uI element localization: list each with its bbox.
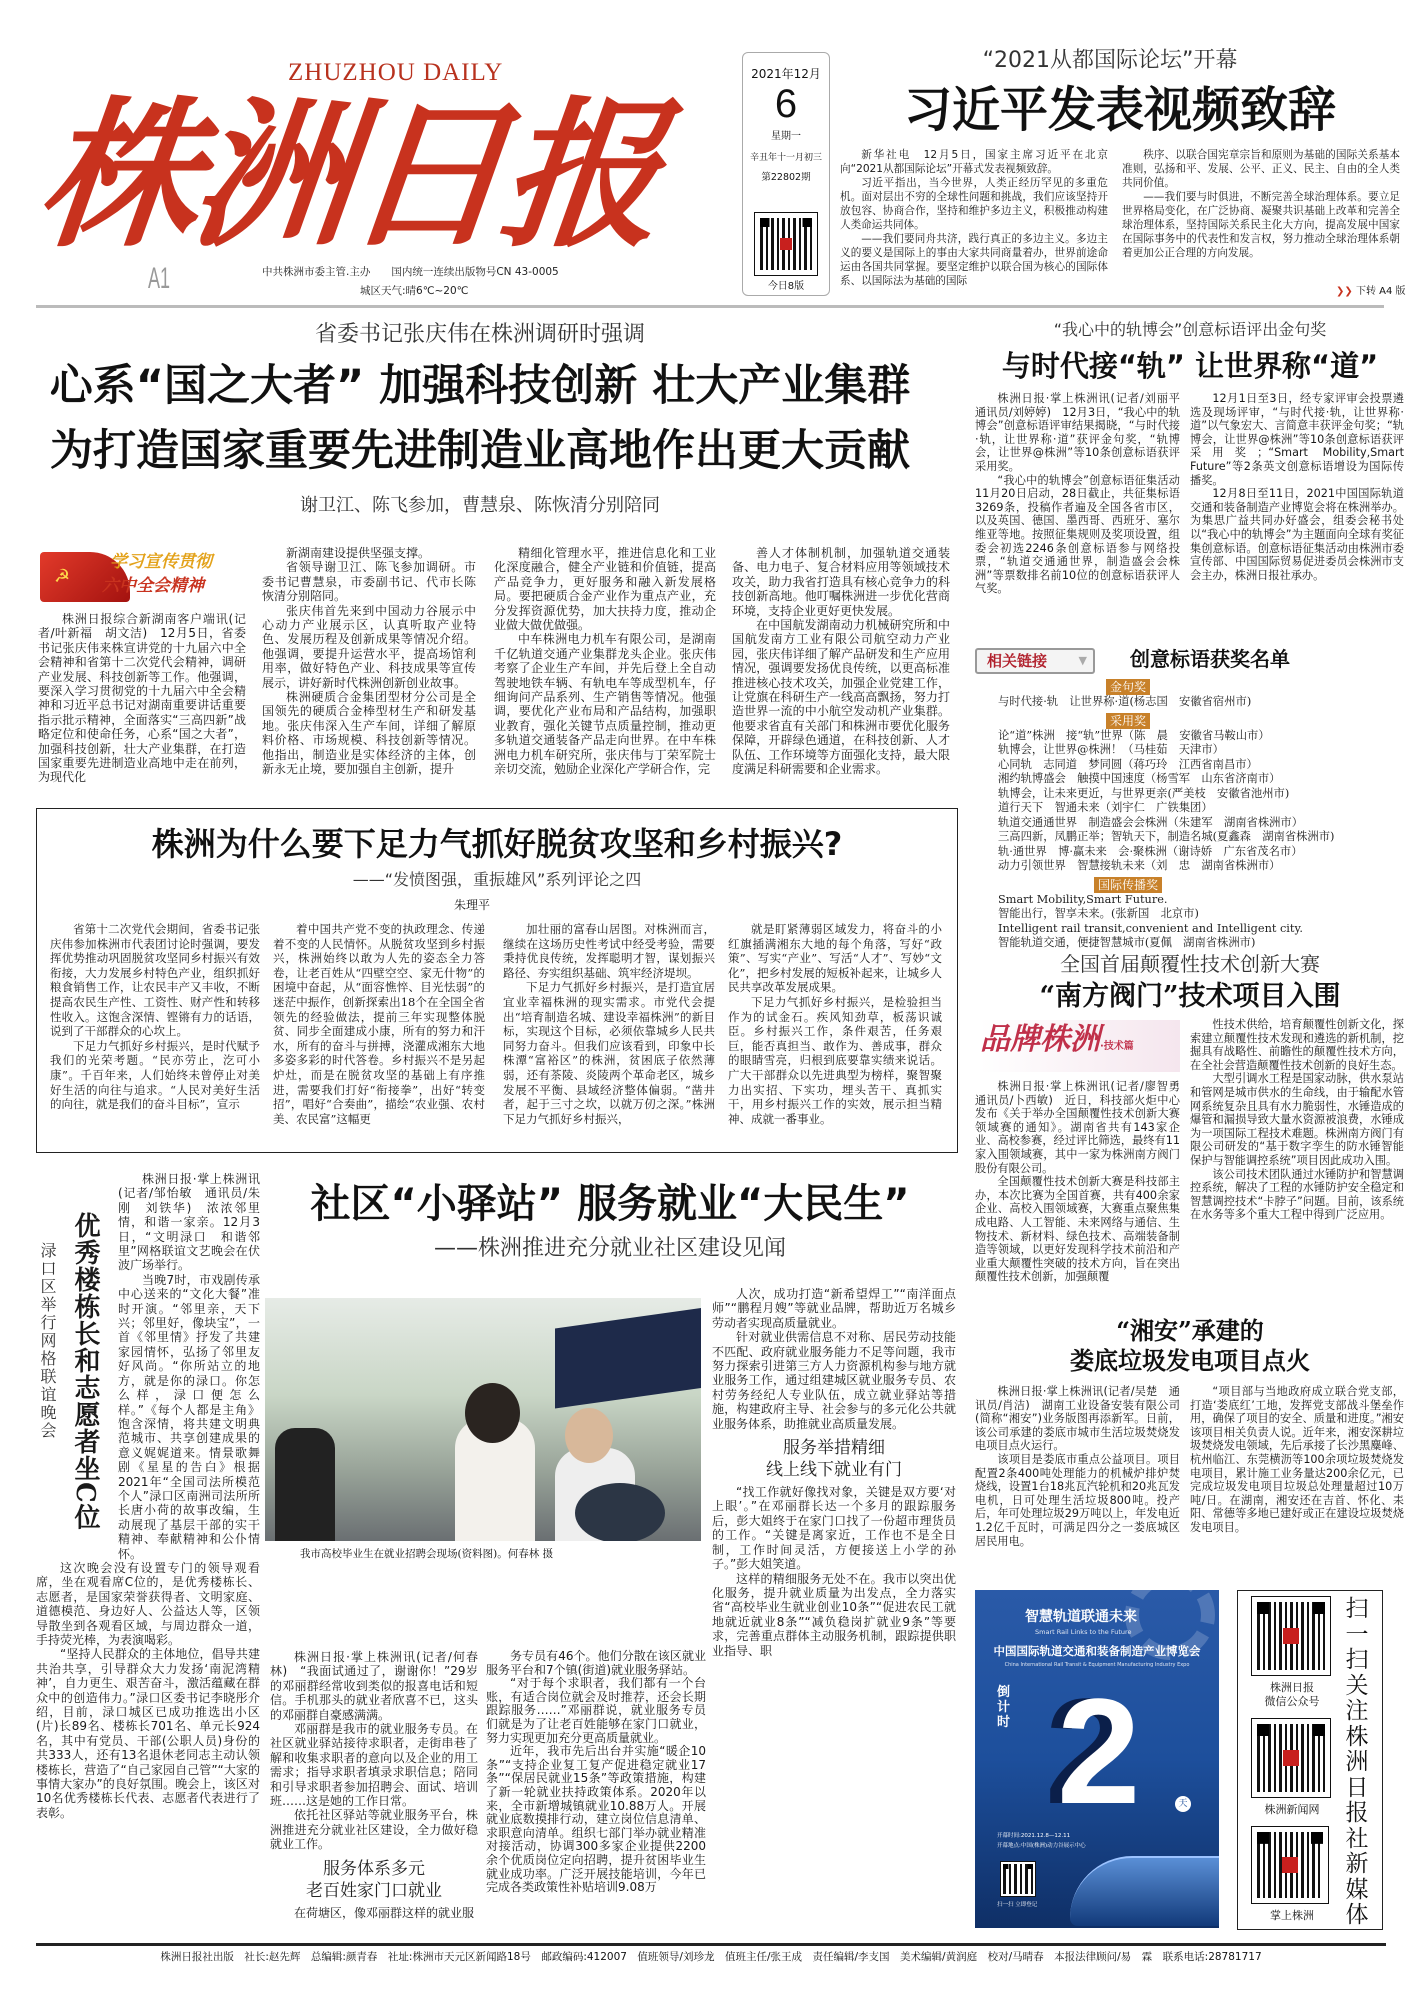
paragraph: 着中国共产党不变的执政理念、传递着不变的人民情怀。从脱贫攻坚到乡村振兴，株洲始终以敢为人先的姿态全力答卷，让老百姓从“四壁空空、家无什物”的困境中奋起，从“面容憔悴、目光怯弱”的迷茫中振作，创新探索出18个在全国全省领先的经验做法，提前三年实现整体脱贫、同步全面建成小康，所有的努力和汗水，所有的奋斗与拼搏，浇灌成湘东大地多姿多彩的时代答卷。乡村振兴不是另起炉灶，而是在脱贫攻坚的基础上有序推进，需要我们打好“衔接拳”，出好“转变招”，唱好“合奏曲”，描绘“农业强、农村美、农民富”这幅更 (273, 922, 485, 1126)
brand-zhuzhou-logo (980, 1020, 1180, 1072)
ad-countdown-label: 倒计时 (997, 1685, 1011, 1730)
paragraph: 秩序、以联合国宪章宗旨和原则为基础的国际关系基本准则，弘扬和平、发展、公平、正义、民主、自由的全人类共同价值。 (1122, 149, 1400, 189)
ad-slogan-en: Smart Rail Links to the Future (1035, 1628, 1132, 1636)
lead-kicker: 省委书记张庆伟在株洲调研时强调 (314, 322, 645, 347)
lead-col-4 (732, 546, 950, 777)
paragraph: 就是盯紧薄弱区域发力，将奋斗的小红旗插满湘东大地的每个角落，写好“政策”、写实“产业”、写活“人才”、写妙“文化”，把乡村发展的短板补起来，让城乡人民共享改革发展成果。 (728, 922, 942, 995)
paragraph: 习近平指出，当今世界，人类正经历罕见的多重危机。面对层出不穷的全球性问题和挑战，我们应该坚持开放包容、协商合作，坚持和维护多边主义，积极推动构建人类命运共同体。 (840, 177, 1108, 231)
paragraph: 下足力气抓好乡村振兴，是检验担当作为的试金石。疾风知劲草，板荡识诚臣。乡村振兴工作，条件艰苦，任务艰巨，能否真担当、敢作为、善成事，群众的眼睛雪亮，归根到底要靠实绩来说话。广大干部群众以先进典型为榜样，聚智聚力出实招、下实功，埋头苦干、真抓实干，用乡村振兴工作的实效，展示担当精神、成就一番事业。 (728, 994, 942, 1126)
station-col-a-tail (270, 1906, 478, 1920)
paragraph: 人次，成功打造“新希望焊工”“南洋面点师”“鹏程月嫂”等就业品牌，帮助近万名城乡劳动者实现高质量就业。 (712, 1287, 956, 1330)
triangle-down-icon: ▼ (1078, 654, 1087, 667)
award-group (998, 874, 1398, 951)
award-item: 与时代接·轨 让世界称·道(杨志国 安徽省宿州市) (998, 695, 1252, 708)
award-item: 湘约轨博盛会 触摸中国速度（杨雪军 山东省济南市） (998, 772, 1281, 785)
paragraph: 中车株洲电力机车有限公司，是湖南千亿轨道交通产业集群龙头企业。张庆伟考察了企业生产车间，并先后登上全自动驾驶地铁车辆、有轨电车等成型机车，仔细询问产品系列、生产销售等情况。他强调，要优化产业布局和产品结构，加强职业教育，强化关键节点质量控制，推动更多轨道交通装备产品走向世界。在中车株洲电力机车研究所，张庆伟与丁荣军院士亲切交流，勉励企业深化产学研合作，完 (494, 632, 716, 777)
lead-headline-2: 为打造国家重要先进制造业高地作出更大贡献 (50, 426, 910, 476)
wechat-qr-code[interactable] (1252, 1597, 1330, 1675)
qr-label-line: 株洲日报 (1270, 1681, 1314, 1694)
commentary-col-3 (503, 922, 715, 1126)
train-illustration (1070, 1856, 1219, 1926)
person-head (465, 1383, 520, 1443)
station-col-c-tail (712, 1485, 956, 1658)
qr-panel-slogan: 扫一扫关注株洲日报社新媒体 (1345, 1596, 1369, 1928)
award-group (998, 710, 1398, 874)
paragraph: 这样的精细服务无处不在。我市以突出优化服务，提升就业质量为出发点，全力落实省“高校毕业生就业创业10条”“促进农民工就地就近就业8条”“减负稳岗扩就业9条”等要求，完善重点群体主动服务机制，跟踪提供职业指导、职 (712, 1571, 956, 1658)
qr-label: 株洲新闻网 (1264, 1803, 1320, 1816)
qr-label-line: 微信公众号 (1264, 1695, 1320, 1708)
issue-number: 第22802期 (761, 172, 811, 183)
paragraph: 株洲日报·掌上株洲讯(记者/刘丽平 通讯员/刘婷婷) 12月3日，“我心中的轨博会”创意标语评审结果揭晓，“与时代接·轨，让世界称·道”获评金句奖，“轨博会，让世界@株洲”等10条创意标语获评采用奖。 (975, 392, 1192, 473)
award-item: 轨博会，让未来更近，与世界更亲(严美枝 安徽省池州市) (998, 786, 1290, 800)
commentary-subtitle: ——“发愤图强，重振雄风”系列评论之四 (352, 870, 642, 889)
xi-kicker: “2021从都国际论坛”开幕 (982, 48, 1238, 73)
paragraph: 株洲日报·掌上株洲讯(记者/何春林) “我面试通过了，谢谢你！”29岁的邓丽群经常收到类似的报喜电话和短信。手机那头的就业者欣喜不已，这头的邓丽群自豪感满满。 (270, 1650, 478, 1722)
award-item: Intelligent rail transit,convenient and Intelligent city. (998, 921, 1303, 935)
paragraph: 在中国航发湖南动力机械研究所和中国航发南方工业有限公司航空动力产业园，张庆伟详细了解产品研发和生产应用情况，强调要发扬优良传统，以更高标准推进核心技术攻关，加强企业党建工作，让党旗在科研生产一线高高飘扬，努力打造世界一流的中小航空发动机产业集群。他要求省直有关部门和株洲市要优化服务保障，开辟绿色通道，在科技创新、人才队伍、工作环境等方面强化支持，最大限度满足科研需要和企业需求。 (732, 618, 950, 777)
railexpo-kicker: “我心中的轨博会”创意标语评出金句奖 (1053, 320, 1327, 339)
paragraph: “项目部与当地政府成立联合党支部，打造‘娄底红’工地，发挥党支部战斗堡垒作用，确保了项目的安全、质量和进度。”湘安该项目相关负责人说。近年来，湘安深耕垃圾焚烧发电领域，先后承接了长沙黑麋峰、杭州临江、东莞横沥等100余项垃圾焚烧发电项目，累计施工业务量达200余亿元，已完成垃圾发电项目垃圾总处理量超过10万吨/日。在湖南，湘安还在吉首、怀化、耒阳、常德等多地已建好或正在建设垃圾焚烧发电项目。 (1190, 1385, 1404, 1534)
paragraph: 株洲硬质合金集团型材分公司是全国领先的硬质合金棒型材生产和研发基地。张庆伟深入生产车间，详细了解原料价格、市场规模、科技创新等情况。他指出，制造业是实体经济的主体，创新永无止境，要加强自主创新，提升 (262, 690, 476, 777)
paragraph: 新湖南建设提供坚强支撑。 (286, 546, 431, 560)
subhead-line: 线上线下就业有门 (766, 1460, 902, 1481)
award-item: 智能轨道交通，便捷智慧城市(夏佩 湖南省株洲市) (998, 936, 1256, 949)
paragraph: 下足力气抓好乡村振兴，是打造宜居宜业幸福株洲的现实需求。市党代会提出“培育制造名城、建设幸福株洲”的新目标，实现这个目标，必须依靠城乡人民共同努力奋斗。但我们应该看到，印象中长株潭“富裕区”的株洲，贫困底子依然薄弱，还有茶陵、炎陵两个革命老区，城乡发展不平衡、县域经济整体偏弱。“凿井者，起于三寸之坎，以就万仞之深。”株洲下足力气抓好乡村振兴， (503, 980, 715, 1126)
double-chevron-icon: ❯❯ (1336, 286, 1353, 297)
badge-line-1: 学习宣传贯彻 (110, 552, 212, 572)
paragraph: 该项目是娄底市重点公益项目。项目配置2条400吨处理能力的机械炉排炉焚烧线，设置1台18兆瓦汽轮机和20兆瓦发电机，日可处理生活垃圾800吨。投产后，年可处理垃圾29万吨以上，年发电近1.2亿千瓦时，可满足四分之一娄底城区居民用电。 (975, 1452, 1180, 1548)
ad-qr-code[interactable] (1001, 1862, 1035, 1896)
paragraph: 在荷塘区，像邓丽群这样的就业服 (294, 1905, 475, 1920)
paragraph: 针对就业供需信息不对称、居民劳动技能不匹配、政府就业服务能力不足等问题，我市努力探索引进第三方人力资源机构参与地方就业服务工作，通过组建城区就业服务专员、农村劳务经纪人专业队伍，成立就业驿站等措施，构建政府主导、社会参与的多元化公共就业服务体系，助推就业高质量发展。 (712, 1330, 956, 1431)
xi-col-2 (1122, 148, 1400, 260)
ad-expo-name-en: China International Rail Transit & Equipment Manufacturing Industry Expo (1004, 1662, 1190, 1668)
paragraph: “找工作就好像找对象，关键是双方要‘对上眼’。”在邓丽群长达一个多月的跟踪服务后，彭大姐终于在家门口找了一份超市理货员的工作。“关键是离家近，工作也不是全日制，工作时间灵活，方便接送上小学的孙子。”彭大姐笑道。 (712, 1485, 956, 1572)
qr-label: 掌上株洲 (1270, 1909, 1314, 1922)
station-subtitle: ——株洲推进充分就业社区建设见闻 (433, 1236, 786, 1261)
ad-qr-label: 扫一扫 立即登记 (997, 1902, 1038, 1908)
lead-col-2 (262, 546, 476, 777)
brand-logo-sub: ·技术篇 (1100, 1041, 1134, 1052)
paragraph: 株洲日报·掌上株洲讯(记者/廖智勇 通讯员/卜西敏) 近日，科技部火炬中心发布《关于举办全国颠覆性技术创新大赛领域赛的通知》。湖南省共有143家企业、高校参赛，经过评比筛选，最终有11家入围领域赛，其中一家为株洲南方阀门股份有限公司。 (975, 1080, 1192, 1175)
lead-col-3 (494, 546, 716, 777)
masthead-english-name: ZHUZHOU DAILY (288, 59, 504, 86)
valve-col-1 (975, 1080, 1192, 1284)
award-badge: 国际传播奖 (1094, 877, 1162, 893)
paragraph: 12月8日至11日，2021中国国际轨道交通和装备制造产业博览会将在株洲举办。为集思广益共同办好盛会，组委会秘书处以“我心中的轨博会”为主题面向全球有奖征集创意标语。创意标语征集活动由株洲市委宣传部、中国国际贸易促进委员会株洲市支会主办，株洲日报社承办。 (1190, 487, 1404, 582)
tent (555, 1307, 701, 1408)
xiangan-headline-1: “湘安”承建的 (1116, 1316, 1264, 1345)
award-item: 轨·通世界 博·赢未来 会·聚株洲（谢诗娇 广东省茂名市） (998, 844, 1303, 858)
valve-headline: “南方阀门”技术项目入围 (1039, 981, 1341, 1012)
award-badge: 采用奖 (1106, 713, 1150, 729)
footer-credits: 株洲日报社出版 社长:赵先辉 总编辑:颜青春 社址:株洲市天元区新闻路18号 邮政编码:412007 值班领导/刘珍龙 值班主任/张王成 责任编辑/李支国 美术编辑/黄润庭 校对/马晴春 本报法律顾问/易 霖 联系电话:28781717 (160, 1951, 1262, 1963)
station-col-a-body (270, 1650, 478, 1852)
ad-unit: 天 (1175, 1796, 1191, 1812)
paragraph: “我心中的轨博会”创意标语征集活动11月20日启动，28日截止，共征集标语3269条，投稿作者遍及全国各省市区，以及英国、德国、墨西哥、西班牙、塞尔维亚等地。按照征集规则及奖项设置，组委会初选2246条创意标语参与网络投票，“轨道交通通世界，制造盛会会株洲”等票数排名前10位的创意标语获评人气奖。 (975, 473, 1180, 596)
paragraph: 省第十二次党代会期间，省委书记张庆伟参加株洲市代表团讨论时强调，要发挥优势推动巩固脱贫攻坚同乡村振兴有效衔接，大力发展乡村特色产业，组织抓好粮食销售工作，让农民丰产又丰收，不断提高农民生产性、工资性、财产性和转移性收入。这饱含深情、铿锵有力的话语，说到了干部群众的心坎上。 (50, 922, 260, 1039)
paragraph: 加壮丽的富春山居图。对株洲而言，继续在这场历史性考试中经受考验，需要秉持优良传统，发挥聪明才智，谋划振兴路径、夯实组织基础、筑牢经济堤坝。 (503, 922, 715, 980)
ad-slogan: 智慧轨道联通未来 (1025, 1609, 1137, 1625)
masthead-divider (36, 305, 1384, 308)
paragraph: 依托社区驿站等就业服务平台，株洲推进充分就业社区建设，全力做好稳就业工作。 (270, 1808, 478, 1852)
award-item: 道行天下 智通未来（刘宇仁 广铁集团） (998, 801, 1213, 814)
commentary-col-4 (728, 922, 942, 1126)
paragraph: 精细化管理水平，推进信息化和工业化深度融合，健全产业链和价值链，提高产品竞争力，更好服务和融入新发展格局。要把硬质合金产业作为重点产业，充分发挥资源优势，加大扶持力度，推动企业做大做优做强。 (494, 546, 716, 633)
commentary-col-2 (273, 922, 485, 1126)
xiangan-headline-2: 娄底垃圾发电项目点火 (1070, 1346, 1310, 1375)
award-item: 轨博会，让世界@株洲！（马桂茹 天津市） (998, 743, 1224, 756)
xi-col-1 (840, 148, 1108, 288)
date-weekday: 星期一 (771, 131, 801, 142)
rail-expo-ad[interactable] (975, 1590, 1219, 1928)
station-col-a (270, 1650, 478, 1920)
party-flag-icon: ☭ (40, 552, 130, 602)
ad-countdown-number: 2 (1057, 1667, 1141, 1835)
paragraph: 当晚7时，市戏剧传承中心送来的“文化大餐”准时开演。“邻里亲，天下兴；邻里好，像块宝”，一首《邻里情》抒发了共建家园情怀，弘扬了邻里友好风尚。“你所站立的地方，就是你的渌口。你怎么样，渌口便怎么样。”《每个人都是主角》饱含深情，将共建文明典范城市、共享创建成果的意义娓娓道来。情景歌舞剧《星星的告白》根据2021年“全国司法所模范个人”渌口区南洲司法所所长唐小荷的故事改编，生动展现了基层干部的实干精神、奉献精神和公仆情怀。 (118, 1272, 260, 1561)
qr-code[interactable] (755, 213, 817, 275)
paragraph: 下足力气抓好乡村振兴，是时代赋予我们的光荣考题。“民亦劳止，汔可小康”。千百年来，人们始终未曾停止对美好生活的向往与追求。“人民对美好生活的向往，就是我们的奋斗目标”，宣示 (50, 1038, 260, 1112)
app-qr-code[interactable] (1252, 1827, 1328, 1903)
photo-caption: 我市高校毕业生在就业招聘会现场(资料图)。何春林 摄 (300, 1548, 554, 1560)
person (275, 1428, 335, 1541)
news-site-qr-code[interactable] (1252, 1719, 1330, 1797)
study-badge (40, 546, 240, 606)
commentary-col-1 (50, 922, 260, 1112)
xi-headline: 习近平发表视频致辞 (903, 82, 1336, 138)
valve-col-2 (1190, 1018, 1404, 1222)
luokou-kicker: 渌口区举行网格联谊晚会 (38, 1242, 57, 1440)
lead-col-1 (38, 612, 246, 785)
page-label: A1 (148, 262, 171, 295)
footer-divider (36, 1943, 1386, 1946)
subhead-line: 老百姓家门口就业 (306, 1880, 442, 1901)
xiangan-col-2 (1190, 1385, 1404, 1535)
paragraph: ——我们要同舟共济，践行真正的多边主义。多边主义的要义是国际上的事由大家共同商量着办，世界前途命运由各国共同掌握。要坚定维护以联合国为核心的国际体系、以国际法为基础的国际 (840, 233, 1108, 287)
weather: 城区天气:晴6℃~20℃ (360, 285, 469, 297)
masthead-logo: 株洲日报 (30, 81, 666, 269)
paragraph: 这次晚会没有设置专门的领导观看席，坐在观看席C位的，是优秀楼栋长、志愿者，是国家荣誉获得者、文明家庭、道德模范、身边好人、公益达人等，区领导散坐到各观看区域，与周边群众一道，手持荧光棒，为表演喝彩。 (36, 1560, 260, 1647)
luokou-title-block (36, 1172, 114, 1557)
job-fair-photo (265, 1298, 701, 1541)
paragraph: 大型引调水工程是国家动脉，供水泵站和管网是城市供水的生命线，由于输配水管网系统复杂且具有水力脆弱性，水锤造成的爆管和漏损导致大量水资源被浪费，水锤成为一项国际工程技术难题。株洲南方阀门有限公司研发的“基于数字孪生的防水锤智能保护与智能调控系统”项目因此成功入围。 (1190, 1072, 1404, 1167)
publisher-line: 中共株洲市委主管.主办 国内统一连续出版物号CN 43-0005 (262, 266, 559, 278)
ad-info-place: 开幕地点:中国(株洲)动力谷展示中心 (997, 1843, 1086, 1849)
award-item: 心同轨 志同道 梦同圆（蒋巧玲 江西省南昌市） (998, 757, 1258, 771)
paragraph: “坚持人民群众的主体地位，倡导共建共治共享，引导群众大力发扬‘南泥湾精神’，自力更生、艰苦奋斗，激活蕴藏在群众中的创造伟力。”渌口区委书记李晓彤介绍，目前，渌口城区已成功推选出小区(片)长89名、楼栋长701名、单元长924名，其中有党员、干部(公职人员)身份的共333人，还有13名退休老同志主动认领楼栋长，营造了“自己家园自己管”“大家的事情大家办”的良好氛围。晚会上，该区对10名优秀楼栋长代表、志愿者代表进行了表彰。 (36, 1647, 260, 1820)
award-badge: 金句奖 (1106, 679, 1150, 695)
award-item: 三高四新，凤鹏正举；智轨天下，制造名城(夏鑫森 湖南省株洲市) (998, 830, 1335, 843)
paragraph: 善人才体制机制，加强轨道交通装备、电力电子、复合材料应用等领域技术攻关，助力我省打造具有核心竞争力的科技创新高地。他叮嘱株洲进一步优化营商环境，支持企业更好更快发展。 (732, 546, 950, 618)
badge-line-2: 六中全会精神 (102, 576, 204, 596)
paragraph: 株洲日报综合新湖南客户端讯(记者/叶新福 胡文洁) 12月5日，省委书记张庆伟来株宣讲党的十九届六中全会精神和省第十二次党代会精神，调研产业发展、科技创新等工作。他强调，要深入学习贯彻党的十九届六中全会精神和习近平总书记对湖南重要讲话重要指示批示精神，全面落实“三高四新”战略定位和使命任务，心系“国之大者”，加强科技创新，壮大产业集群，在打造国家重要先进制造业高地中走在前列，为现代化 (38, 612, 246, 785)
award-list (998, 676, 1398, 951)
subhead-line: 服务体系多元 (323, 1858, 425, 1879)
paragraph: 新华社电 12月5日，国家主席习近平在北京向“2021从都国际论坛”开幕式发表视频致辞。 (840, 149, 1108, 175)
related-link-label: 相关链接 (987, 652, 1048, 670)
paragraph: 张庆伟首先来到中国动力谷展示中心动力产业展示区，认真听取产业特色、发展历程及创新成果等情况介绍。他强调，要提升运营水平，提高场馆利用率，做好特色产业、科技成果等宣传展示，讲好新时代株洲创新创业故事。 (262, 603, 476, 690)
paragraph: 务专员有46个。他们分散在该区就业服务平台和7个镇(街道)就业服务驿站。 (486, 1649, 706, 1677)
person-head (565, 1408, 613, 1463)
lead-subtitle: 谢卫江、陈飞参加，曹慧泉、陈恢清分别陪同 (300, 495, 660, 516)
station-col-c (712, 1287, 956, 1658)
paragraph: 邓丽群是我市的就业服务专员。在社区就业驿站接待求职者，走街串巷了解和收集求职者的意向以及企业的用工需求；指导求职者填录求职信息；陪同和引导求职者参加招聘会、面试、培训班……这是她的工作日常。 (270, 1722, 478, 1809)
paragraph: “对于每个求职者，我们都有一个台账，有适合岗位就会及时推荐，还会长期跟踪服务……”邓丽群说，就业服务专员们就是为了让老百姓能够在家门口就业，努力实现更加充分更高质量就业。 (486, 1676, 706, 1745)
award-list-title: 创意标语获奖名单 (1130, 647, 1290, 671)
railexpo-headline: 与时代接“轨” 让世界称“道” (1001, 349, 1379, 383)
award-group (998, 676, 1398, 710)
station-subhead-2 (712, 1437, 956, 1481)
railexpo-col-2 (1190, 392, 1404, 582)
station-subhead-1 (270, 1858, 478, 1902)
paragraph: 株洲日报·掌上株洲讯(记者/吴楚 通讯员/肖洁) 湖南工业设备安装有限公司(简称“湘安”)业务版图再添新军。日前，该公司承建的娄底市城市生活垃圾焚烧发电项目点火运行。 (975, 1385, 1180, 1453)
brand-logo-text: 品牌株洲 (980, 1022, 1100, 1057)
paragraph: 全国颠覆性技术创新大赛是科技部主办，本次比赛为全国首赛，共有400余家企业、高校入围领域赛，大赛重点聚焦集成电路、人工智能、未来网络与通信、生物技术、新材料、绿色技术、高端装备制造等领域，以更好发现科学技术前沿和产业重大颠覆性突破的技术方向，旨在突出颠覆性技术创新，加强颠覆 (975, 1175, 1180, 1284)
railexpo-col-1 (975, 392, 1192, 596)
ad-info-time: 开幕时间:2021.12.8—12.11 (997, 1833, 1071, 1839)
station-col-b (486, 1650, 706, 1895)
paragraph: 该公司技术团队通过水锤防护和智慧调控系统，解决了工程的水锤防护安全稳定和智慧调控技术“卡脖子”问题。目前，该系统在水务等多个重大工程中得到广泛应用。 (1190, 1167, 1404, 1222)
paragraph: 省领导谢卫江、陈飞参加调研。市委书记曹慧泉，市委副书记、代市长陈恢清分别陪同。 (262, 560, 476, 604)
commentary-headline: 株洲为什么要下足力气抓好脱贫攻坚和乡村振兴? (151, 825, 843, 863)
paragraph: ——我们要与时俱进，不断完善全球治理体系。要立足世界格局变化，在广泛协商、凝聚共识基础上改革和完善全球治理体系，坚持国际关系民主化大方向，提高发展中国家在国际事务中的代表性和发言权，努力推动全球治理体系朝着更加公正合理的方向发展。 (1122, 191, 1400, 259)
commentary-author: 朱理平 (454, 898, 491, 912)
award-item: 智能出行，智享未来。(张新国 北京市) (998, 907, 1199, 920)
paragraph: 性技术供给，培育颠覆性创新文化，探索建立颠覆性技术发现和遴选的新机制，挖掘具有战略性、前瞻性的颠覆性技术方向，在全社会营造颠覆性技术创新的良好生态。 (1190, 1018, 1404, 1072)
paragraph: 株洲日报·掌上株洲讯(记者/邹怡敏 通讯员/朱刚 刘铁华) 浓浓邻里情，和谐一家亲。12月3日，“文明渌口 和谐邻里”网格联谊文艺晚会在伏波广场举行。 (118, 1172, 260, 1273)
luokou-article (36, 1172, 260, 1940)
qr-label (1244, 1681, 1340, 1709)
umbrella (575, 1483, 665, 1541)
station-headline: 社区“小驿站” 服务就业“大民生” (310, 1181, 910, 1227)
station-col-c-body (712, 1287, 956, 1431)
date-box (742, 52, 830, 296)
paragraph: 近年，我市先后出台并实施“暖企10条”“支持企业复工复产促进稳定就业17条”“保居民就业15条”等政策措施，构建了新一轮就业扶持政策体系。2020年以来，全市新增城镇就业10.88万人。开展就业底数摸排行动，建立岗位信息清单、求职意向清单。组织七部门举办就业精准对接活动，协调300多家企业提供2200余个优质岗位定向招聘，提升贫困毕业生就业成功率。广泛开展技能培训，今年已完成各类政策性补贴培训9.08万 (486, 1744, 706, 1895)
award-item: 轨道交通通世界 制造盛会会株洲（朱建军 湖南省株洲市） (998, 815, 1304, 829)
award-item: 论“道”株洲 接“轨”世界（陈 晨 安徽省马鞍山市） (998, 728, 1270, 742)
xiangan-col-1 (975, 1385, 1180, 1548)
page-count: 今日8版 (767, 281, 805, 292)
award-item: 动力引领世界 智慧接轨未来（刘 忠 湖南省株洲市） (998, 859, 1281, 872)
date-lunar: 辛丑年十一月初三 (749, 153, 822, 163)
new-media-panel (1237, 1590, 1383, 1930)
jump-link[interactable] (1336, 286, 1406, 298)
jump-text: 下转 A4 版 (1355, 286, 1406, 297)
date-day: 6 (774, 82, 798, 126)
valve-kicker: 全国首届颠覆性技术创新大赛 (1060, 952, 1320, 976)
lead-headline-1: 心系“国之大者” 加强科技创新 壮大产业集群 (49, 361, 911, 411)
award-item: Smart Mobility,Smart Future. (998, 892, 1168, 906)
subhead-line: 服务举措精细 (783, 1438, 885, 1459)
paragraph: 12月1日至3日，经专家评审会投票遴选及现场评审，“与时代接·轨，让世界称·道”以气象宏大、言简意丰获评金句奖；“轨博会，让世界@株洲”等10条创意标语获评采用奖；“Smart Mobility,Smart Future”等2条英文创意标语增设为国际传播奖。 (1190, 392, 1404, 487)
luokou-headline: 优秀楼栋长和志愿者坐C位 (70, 1212, 100, 1531)
ad-expo-name: 中国国际轨道交通和装备制造产业博览会 (993, 1644, 1201, 1658)
related-link-tab[interactable] (975, 648, 1095, 674)
date-year-month: 2021年12月 (751, 67, 821, 81)
